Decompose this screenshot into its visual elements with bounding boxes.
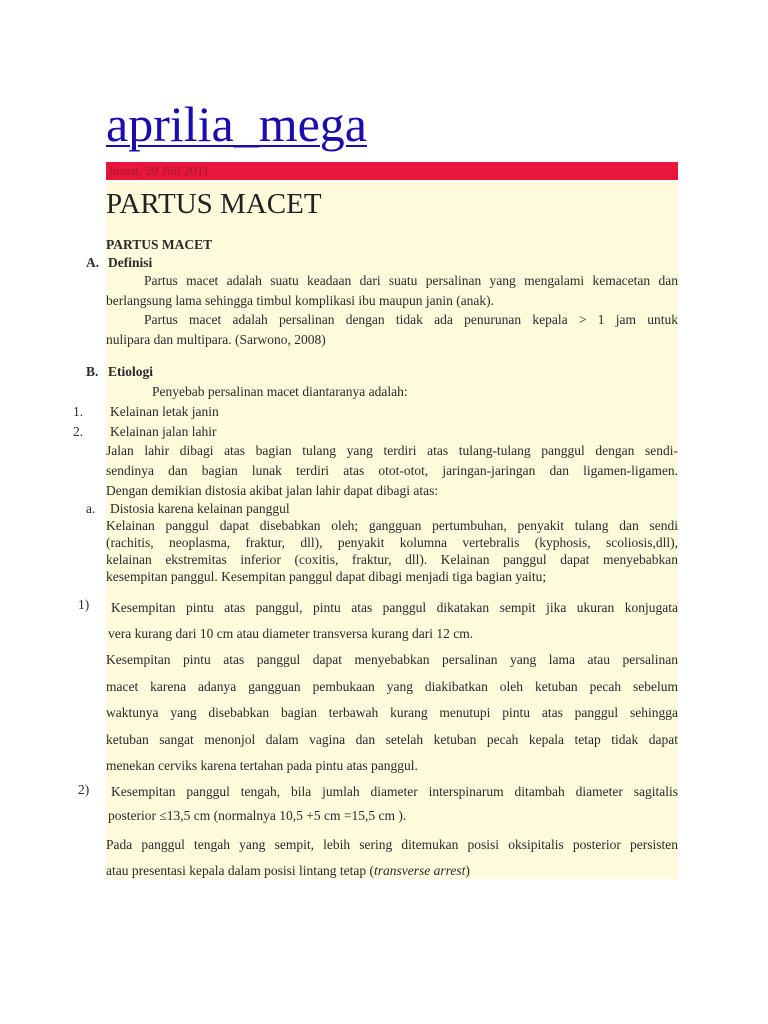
definisi-paragraph-2 xyxy=(106,310,678,350)
point-2-line1: Kesempitan panggul tengah, bila jumlah diameter interspinarum ditambah diameter sagitalis xyxy=(111,784,678,799)
kelainan-line2: (rachitis, neoplasma, fraktur, dll), penyakit kolumna vertebralis (kyphosis, scoliosis,dll), xyxy=(106,535,678,550)
list-item-number: 2. xyxy=(73,424,84,439)
jalan-line2: sendinya dan bagian lunak terdiri atas otot-otot, jaringan-jaringan dan ligamen-ligamen. xyxy=(106,463,678,478)
jalan-line3: Dengan demikian distosia akibat jalan lahir dapat dibagi atas: xyxy=(106,483,439,498)
section-a-label: A. xyxy=(86,255,100,270)
point-1-para-line5: menekan cerviks karena tertahan pada pintu atas panggul. xyxy=(106,758,418,773)
point-1-line2: vera kurang dari 10 cm atau diameter transversa kurang dari 12 cm. xyxy=(108,626,474,641)
point-2-text xyxy=(108,780,678,828)
definisi-paragraph-1 xyxy=(106,271,678,310)
section-b-label: B. xyxy=(86,364,99,379)
section-a-title: Definisi xyxy=(108,255,153,270)
jalan-lahir-paragraph xyxy=(106,441,678,501)
post-heading: PARTUS MACET xyxy=(106,237,213,252)
point-2-para-line2-pre: atau presentasi kepala dalam posisi lintang tetap ( xyxy=(106,863,375,878)
definisi-p2-line2: nulipara dan multipara. (Sarwono, 2008) xyxy=(106,332,326,347)
point-2-para-line2-post: ) xyxy=(465,863,470,878)
point-1-para-line3: waktunya yang disebabkan bagian terbawah kurang menutupi pintu atas panggul sehingga xyxy=(106,705,678,720)
definisi-p2-line1: Partus macet adalah persalinan dengan tidak ada penurunan kepala > 1 jam untuk xyxy=(144,312,678,327)
sub-a-label: a. xyxy=(86,501,96,516)
etiologi-intro: Penyebab persalinan macet diantaranya adalah: xyxy=(152,384,408,399)
section-b-title: Etiologi xyxy=(108,364,154,379)
post-title: PARTUS MACET xyxy=(106,188,322,220)
point-1-paragraph xyxy=(106,647,678,780)
list-item: Kelainan jalan lahir xyxy=(110,424,217,439)
point-2-number: 2) xyxy=(78,782,90,797)
sub-a-title: Distosia karena kelainan panggul xyxy=(110,501,290,516)
point-2-para-line1: Pada panggul tengah yang sempit, lebih sering ditemukan posisi oksipitalis posterior persisten xyxy=(106,837,678,852)
list-item: Kelainan letak janin xyxy=(110,404,219,419)
jalan-line1: Jalan lahir dibagi atas bagian tulang yang terdiri atas tulang-tulang panggul dengan sendi- xyxy=(106,443,678,458)
kelainan-line1: Kelainan panggul dapat disebabkan oleh; gangguan pertumbuhan, penyakit tulang dan sendi xyxy=(106,518,678,533)
post-date: Jumat, 29 Juli 2011 xyxy=(106,162,678,180)
definisi-p1-line2: berlangsung lama sehingga timbul komplikasi ibu maupun janin (anak). xyxy=(106,292,495,308)
kelainan-line3: kelainan ekstremitas inferior (coxitis, fraktur, dll). Kelainan panggul dapat menyebabkan xyxy=(106,552,678,567)
kelainan-panggul-paragraph xyxy=(106,517,678,585)
point-2-para-line2 xyxy=(106,858,678,884)
point-1-line1: Kesempitan pintu atas panggul, pintu atas panggul dikatakan sempit jika ukuran konjugata xyxy=(111,600,678,615)
blog-title-link[interactable]: aprilia_mega xyxy=(106,96,367,152)
point-1-para-line2: macet karena adanya gangguan pembukaan yang diakibatkan oleh ketuban pecah sebelum xyxy=(106,678,678,694)
point-2-paragraph xyxy=(106,832,678,884)
list-item-number: 1. xyxy=(73,404,84,419)
transverse-arrest-term: transverse arrest xyxy=(374,863,466,878)
point-1-para-line1: Kesempitan pintu atas panggul dapat menyebabkan persalinan yang lama atau persalinan xyxy=(106,652,678,667)
kelainan-line4: kesempitan panggul. Kesempitan panggul dapat dibagi menjadi tiga bagian yaitu; xyxy=(106,569,547,584)
definisi-p1-line1: Partus macet adalah suatu keadaan dari suatu persalinan yang mengalami kemacetan dan xyxy=(144,273,678,288)
point-1-para-line4: ketuban sangat menonjol dalam vagina dan setelah ketuban pecah kepala tetap tidak dapat xyxy=(106,731,678,747)
point-1-text xyxy=(108,595,678,647)
point-1-number: 1) xyxy=(78,597,90,612)
point-2-line2: posterior ≤13,5 cm (normalnya 10,5 +5 cm =15,5 cm ). xyxy=(108,808,407,823)
